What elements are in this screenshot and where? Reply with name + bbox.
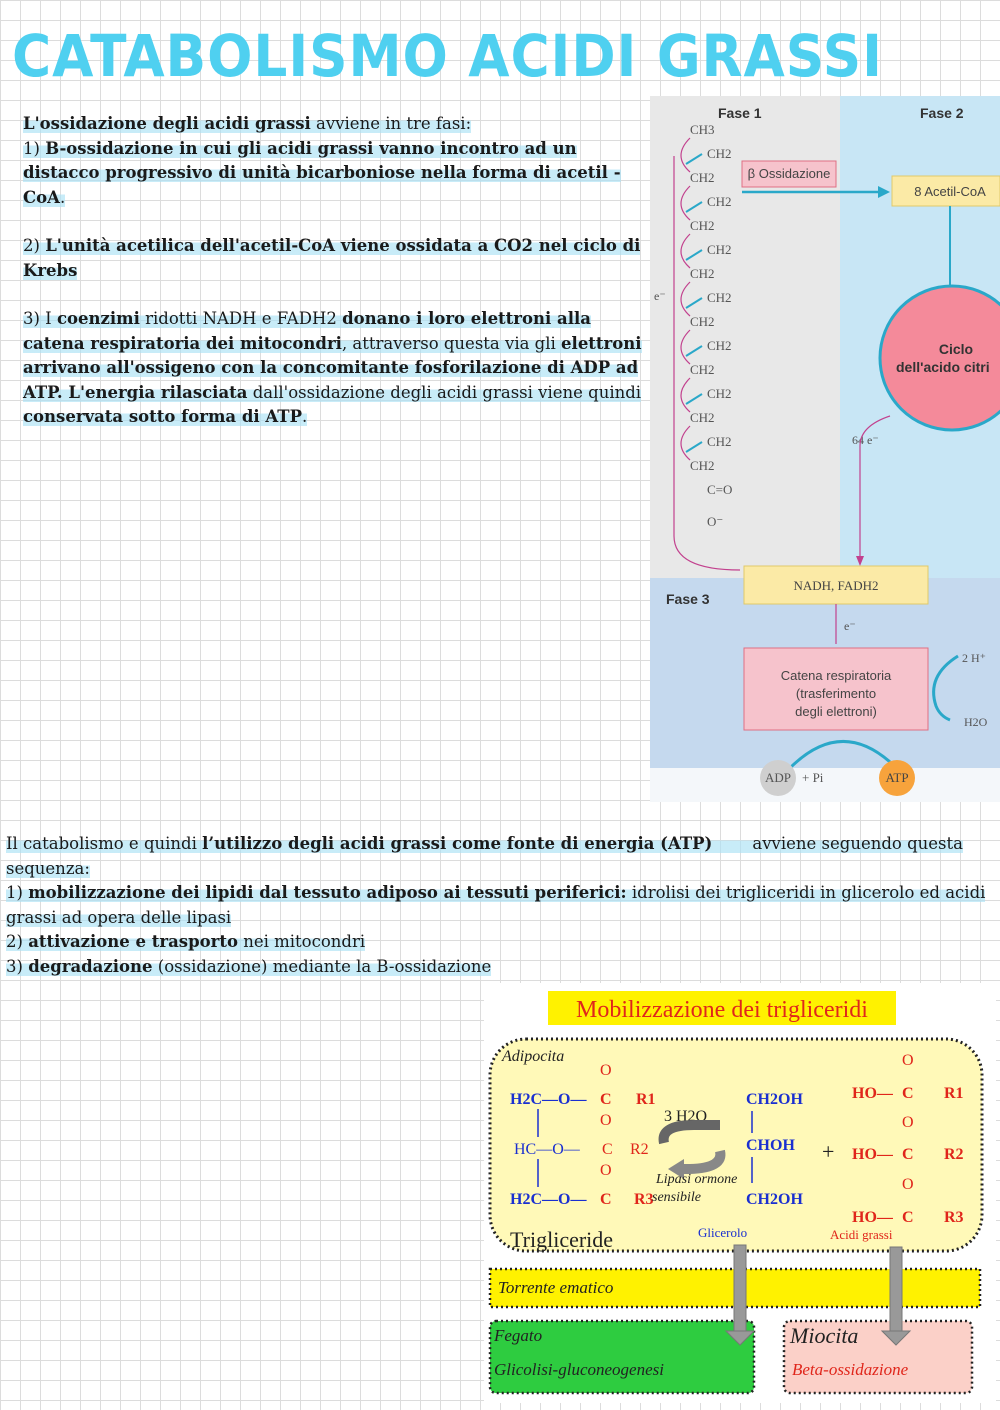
punctuation: .	[301, 407, 308, 426]
text-span: avviene seguendo questa sequenza:	[6, 834, 963, 878]
list-number: 3) I	[23, 309, 57, 328]
ch2-group: CH2	[707, 194, 732, 209]
r1-group: R1	[636, 1091, 656, 1108]
sequence-line-3	[6, 930, 996, 955]
fase2-label: Fase 2	[920, 105, 964, 121]
intro-paragraph-1	[23, 137, 653, 211]
sequence-text	[6, 832, 996, 979]
cycle-label-1: Ciclo	[938, 341, 974, 357]
carbonyl-group: C=O	[707, 482, 733, 497]
lipase-label-1: Lipasi ormone	[656, 1172, 738, 1187]
text-span: ridotti NADH e FADH2	[139, 309, 343, 328]
list-number: 3)	[6, 956, 29, 976]
electron-label: e⁻	[654, 289, 666, 303]
ch2-group: CH2	[690, 218, 715, 233]
liver-label: Fegato	[494, 1326, 543, 1345]
lipase-label-2: sensibile	[652, 1190, 701, 1205]
sequence-line-4	[6, 955, 996, 980]
fase3-label: Fase 3	[666, 591, 710, 607]
activation-strong: attivazione e trasporto	[28, 932, 238, 951]
text-span: nei mitocondri	[237, 932, 366, 951]
intro-text-span: avviene in tre fasi:	[310, 114, 472, 133]
ch2-group: CH2	[690, 458, 715, 473]
list-number: 1)	[6, 883, 29, 902]
ch2-group: CH2	[690, 362, 715, 377]
list-number: 1)	[23, 138, 46, 158]
list-number: 2)	[23, 236, 46, 255]
electron-label-small: e⁻	[844, 619, 856, 633]
atp-label: ATP	[885, 770, 909, 785]
electrons-oxygen-strong: elettroni arrivano all'ossigeno con la concomitante fosforilazione di ADP ad ATP. L'energia rilasciata	[23, 333, 642, 402]
nadh-label: NADH, FADH2	[793, 578, 879, 593]
intro-paragraph-2	[23, 234, 653, 283]
ho-group: HO—	[852, 1085, 893, 1102]
sequence-line-2	[6, 881, 996, 930]
myocyte-label: Miocita	[790, 1323, 859, 1348]
fatty-acids-label: Acidi grassi	[830, 1227, 893, 1242]
r3-group: R3	[634, 1191, 654, 1208]
electrons-64-label: 64 e⁻	[852, 433, 879, 447]
glycolysis-label: Glicolisi-gluconeogenesi	[494, 1360, 664, 1379]
triglyceride-label: Trigliceride	[510, 1227, 614, 1252]
ch2-group: CH2	[707, 146, 732, 161]
atp-strong: conservata sotto forma di ATP	[23, 407, 302, 426]
glycerol-label: Glicerolo	[698, 1225, 748, 1240]
page-title: CATABOLISMO ACIDI GRASSI	[12, 22, 883, 90]
punctuation: .	[59, 187, 66, 207]
water-label: 3 H2O	[664, 1108, 708, 1125]
adp-label: ADP	[764, 770, 792, 785]
phase1-description: B-ossidazione in cui gli acidi grassi vanno incontro ad un distacco progressivo di unità bicarboniose nella forma di acetil -CoA	[23, 138, 621, 207]
chain-label-2: (trasferimento	[795, 686, 877, 701]
ch2-group: CH2	[707, 434, 732, 449]
ch2-group: CH2	[707, 386, 732, 401]
carbonyl-oxygen: O	[902, 1114, 914, 1131]
hc-o: HC—O—	[514, 1141, 580, 1158]
carbonyl-oxygen: O	[600, 1062, 612, 1079]
energy-source-strong: l’utilizzo degli acidi grassi come fonte di energia (ATP)	[202, 834, 713, 853]
intro-strong: L'ossidazione degli acidi grassi	[23, 114, 311, 133]
r1-group: R1	[944, 1085, 964, 1102]
oxidation-phases-diagram	[650, 96, 1000, 802]
carbonyl-oxygen: O	[902, 1176, 914, 1193]
carbon-atom: C	[902, 1146, 914, 1163]
degradation-strong: degradazione	[28, 956, 153, 976]
phase2-description: L'unità acetilica dell'acetil-CoA viene ossidata a CO2 nel ciclo di Krebs	[23, 236, 641, 280]
cycle-label-2: dell'acido citri	[896, 359, 990, 375]
h2c-o-top: H2C—O—	[510, 1091, 587, 1108]
carbon-atom: C	[600, 1191, 612, 1208]
ch2-group: CH2	[707, 242, 732, 257]
acetyl-coa-label: 8 Acetil-CoA	[914, 184, 986, 199]
r3-group: R3	[944, 1209, 964, 1226]
carbonyl-oxygen: O	[600, 1112, 612, 1129]
r2-group: R2	[630, 1141, 649, 1158]
ch2-group: CH2	[690, 314, 715, 329]
intro-text	[23, 112, 653, 430]
text-span: idrolisi dei trigliceridi in glicerolo ed acidi grassi ad opera delle lipasi	[6, 883, 986, 927]
carbon-atom: C	[600, 1091, 612, 1108]
sequence-line-1	[6, 832, 996, 881]
carbonyl-oxygen: O	[600, 1162, 612, 1179]
triglyceride-mobilization-diagram	[484, 983, 996, 1403]
ch3-group: CH3	[690, 122, 715, 137]
carbon-atom: C	[902, 1085, 914, 1102]
plus-sign: +	[822, 1139, 835, 1164]
bloodstream-label: Torrente ematico	[498, 1278, 614, 1297]
ch2-group: CH2	[707, 338, 732, 353]
ch2-group: CH2	[690, 410, 715, 425]
adipocyte-label: Adipocita	[502, 1048, 565, 1065]
chain-label-3: degli elettroni)	[795, 704, 877, 719]
text-span: (ossidazione) mediante la B-ossidazione	[152, 956, 492, 976]
phosphate-label: + Pi	[802, 770, 824, 785]
carbon-atom: C	[902, 1209, 914, 1226]
choh: CHOH	[746, 1137, 795, 1154]
ho-group: HO—	[852, 1209, 893, 1226]
carbonyl-oxygen: O	[902, 1052, 914, 1069]
text-span: Il catabolismo e quindi	[6, 834, 203, 853]
h2c-o-bottom: H2C—O—	[510, 1191, 587, 1208]
carboxylate-oxygen: O⁻	[707, 514, 724, 529]
list-number: 2)	[6, 932, 29, 951]
ch2oh-bottom: CH2OH	[746, 1191, 803, 1208]
coenzimi-strong: coenzimi	[56, 309, 140, 328]
fase1-label: Fase 1	[718, 105, 762, 121]
ch2-group: CH2	[690, 266, 715, 281]
text-span: dall'ossidazione degli acidi grassi viene quindi	[247, 382, 642, 402]
r2-group: R2	[944, 1146, 964, 1163]
ch2-group: CH2	[690, 170, 715, 185]
beta-oxidation-label: Beta-ossidazione	[792, 1360, 909, 1379]
intro-paragraph-3	[23, 307, 653, 430]
beta-oxidation-label: β Ossidazione	[747, 166, 831, 181]
ho-group: HO—	[852, 1146, 893, 1163]
proton-label: 2 H⁺	[962, 651, 986, 665]
ch2-group: CH2	[707, 290, 732, 305]
donate-electrons-strong: donano i loro elettroni alla catena respiratoria dei mitocondri	[23, 309, 591, 353]
diagram-title: Mobilizzazione dei trigliceridi	[576, 997, 868, 1023]
text-span: , attraverso questa via gli	[341, 333, 562, 353]
intro-paragraph-0	[23, 112, 653, 137]
atp-strip	[650, 768, 1000, 802]
ch2oh-top: CH2OH	[746, 1091, 803, 1108]
chain-label-1: Catena respiratoria	[780, 668, 892, 683]
carbon-atom: C	[602, 1141, 613, 1158]
mobilization-strong: mobilizzazione dei lipidi dal tessuto adiposo ai tessuti periferici:	[28, 883, 627, 902]
water-label: H2O	[964, 715, 988, 729]
